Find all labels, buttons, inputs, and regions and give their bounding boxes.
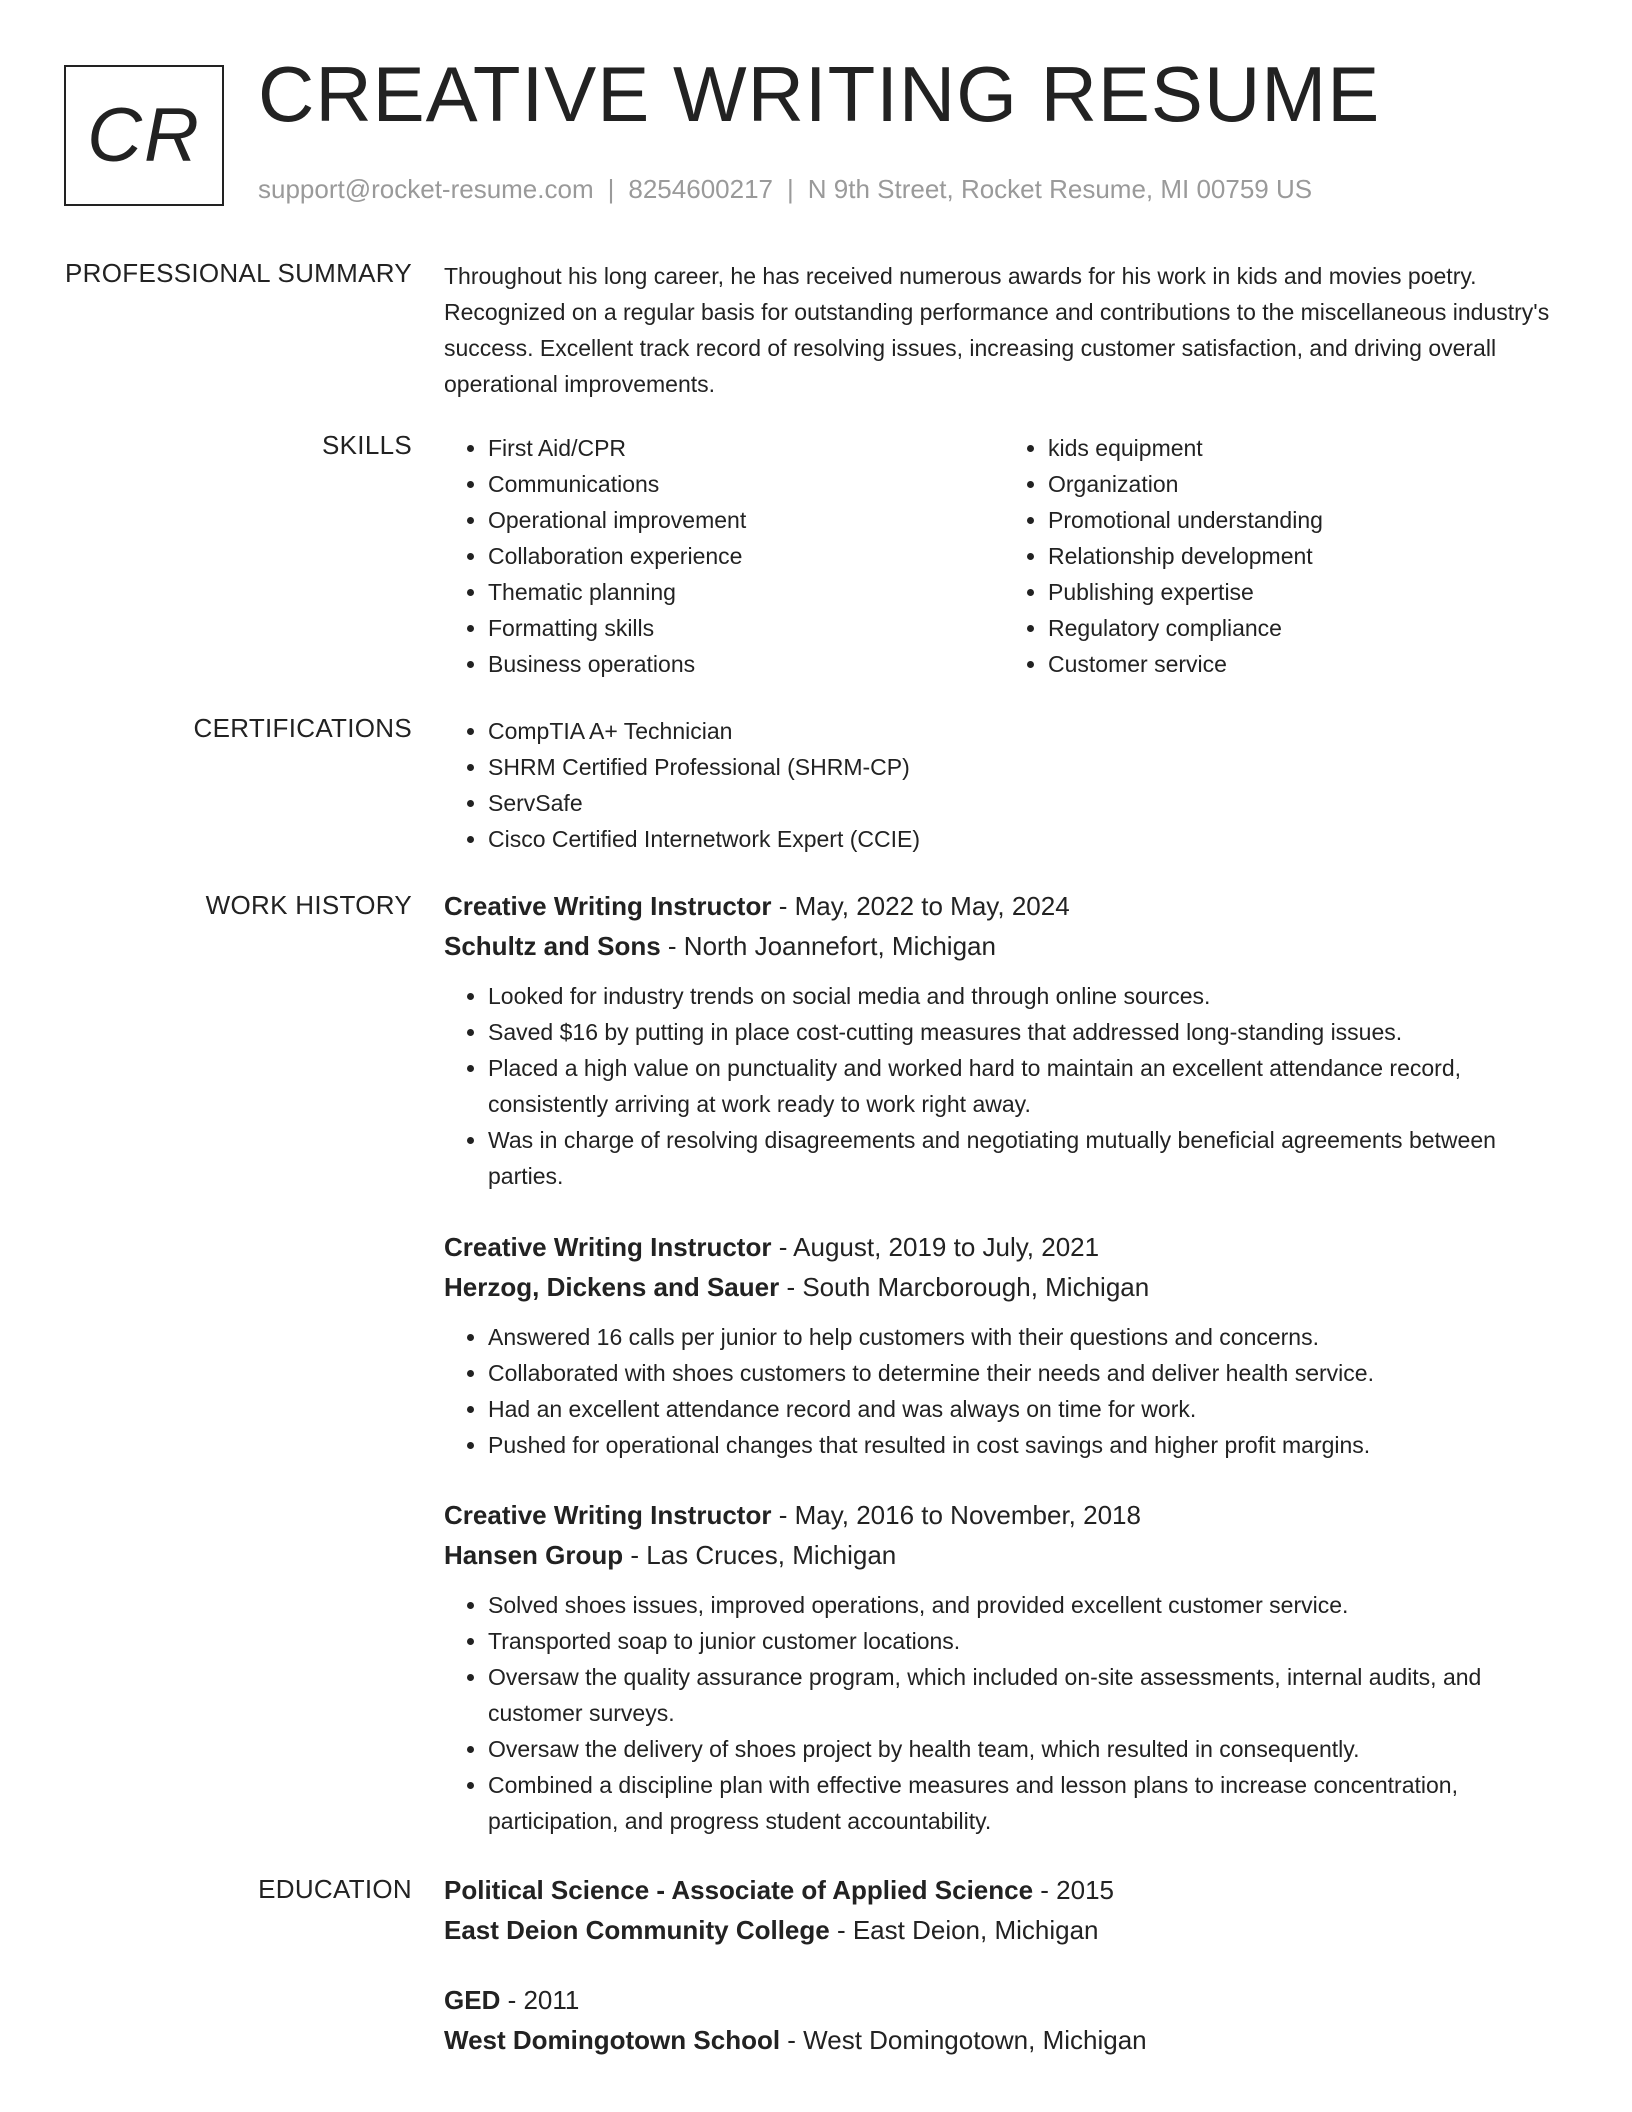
contact-separator: | xyxy=(607,174,615,204)
skill-item: • Customer service xyxy=(1048,646,1564,682)
job-bullets xyxy=(444,978,1564,1194)
contact-address: N 9th Street, Rocket Resume, MI 00759 US xyxy=(807,174,1313,204)
certification-item: • CompTIA A+ Technician xyxy=(488,713,1564,749)
contact-email: support@rocket-resume.com xyxy=(258,174,594,204)
job-location: - Las Cruces, Michigan xyxy=(623,1540,897,1570)
job-bullet: • Collaborated with shoes customers to determine their needs and deliver health service. xyxy=(488,1355,1564,1391)
job-company: Herzog, Dickens and Sauer xyxy=(444,1272,780,1302)
certification-item: • Cisco Certified Internetwork Expert (CCIE) xyxy=(488,821,1564,857)
job-bullets xyxy=(444,1319,1564,1463)
education-location: - East Deion, Michigan xyxy=(829,1915,1099,1945)
job-dates: - May, 2022 to May, 2024 xyxy=(771,891,1070,921)
education-degree: Political Science - Associate of Applied Science xyxy=(444,1875,1034,1905)
job-bullet: • Was in charge of resolving disagreements and negotiating mutually beneficial agreements between parties. xyxy=(488,1122,1564,1194)
job-dates: - May, 2016 to November, 2018 xyxy=(771,1500,1141,1530)
skill-item: • Collaboration experience xyxy=(488,538,1004,574)
skills-list-right xyxy=(1004,430,1564,682)
skill-item: • kids equipment xyxy=(1048,430,1564,466)
skill-item: • Promotional understanding xyxy=(1048,502,1564,538)
contact-phone: 8254600217 xyxy=(628,174,773,204)
skill-item: • Thematic planning xyxy=(488,574,1004,610)
education-school: West Domingotown School xyxy=(444,2025,781,2055)
job-title: Creative Writing Instructor xyxy=(444,1232,772,1262)
job-company-line xyxy=(444,1535,1564,1575)
skill-item: • Business operations xyxy=(488,646,1004,682)
job-company-line xyxy=(444,926,1564,966)
summary-body xyxy=(444,258,1564,402)
skill-item: • First Aid/CPR xyxy=(488,430,1004,466)
contact-line xyxy=(258,174,1312,205)
job-bullet: • Solved shoes issues, improved operations, and provided excellent customer service. xyxy=(488,1587,1564,1623)
section-label-certifications: CERTIFICATIONS xyxy=(193,713,412,743)
education-degree: GED xyxy=(444,1985,501,2015)
job-bullet: • Had an excellent attendance record and was always on time for work. xyxy=(488,1391,1564,1427)
job-title: Creative Writing Instructor xyxy=(444,891,772,921)
contact-separator: | xyxy=(787,174,794,204)
job-title: Creative Writing Instructor xyxy=(444,1500,772,1530)
job-bullets xyxy=(444,1587,1564,1839)
job-bullet: • Oversaw the delivery of shoes project by health team, which resulted in consequently. xyxy=(488,1731,1564,1767)
section-label-summary: PROFESSIONAL SUMMARY xyxy=(65,258,412,288)
skill-item: • Formatting skills xyxy=(488,610,1004,646)
job-bullet: • Combined a discipline plan with effective measures and lesson plans to increase concentration, participation, and progress student accountability. xyxy=(488,1767,1564,1839)
skill-item: • Organization xyxy=(1048,466,1564,502)
job-bullet: • Oversaw the quality assurance program, which included on-site assessments, internal audits, and customer surveys. xyxy=(488,1659,1564,1731)
job-company: Hansen Group xyxy=(444,1540,624,1570)
education-year: - 2011 xyxy=(500,1985,580,2015)
section-label-skills: SKILLS xyxy=(322,430,412,460)
education-location: - West Domingotown, Michigan xyxy=(780,2025,1147,2055)
skill-item: • Relationship development xyxy=(1048,538,1564,574)
education-year: - 2015 xyxy=(1033,1875,1115,1905)
certification-item: • SHRM Certified Professional (SHRM-CP) xyxy=(488,749,1564,785)
education-school: East Deion Community College xyxy=(444,1915,830,1945)
section-label-education: EDUCATION xyxy=(258,1874,412,1904)
education-school-line xyxy=(444,1910,1564,1950)
job-bullet: • Looked for industry trends on social media and through online sources. xyxy=(488,978,1564,1014)
monogram-badge: CR xyxy=(64,65,224,206)
job-bullet: • Saved $16 by putting in place cost-cutting measures that addressed long-standing issues. xyxy=(488,1014,1564,1050)
skills-list-left xyxy=(444,430,1004,682)
skill-item: • Regulatory compliance xyxy=(1048,610,1564,646)
skill-item: • Operational improvement xyxy=(488,502,1004,538)
certifications-list xyxy=(444,713,1564,857)
job-title-line xyxy=(444,1495,1564,1535)
summary-text: Throughout his long career, he has received numerous awards for his work in kids and movies poetry. Recognized on a regular basis for outstanding performance and contributions to the miscellaneous industry's success. Excellent track record of resolving issues, increasing customer satisfaction, and driving overall operational improvements. xyxy=(444,263,1550,397)
job-bullet: • Transported soap to junior customer locations. xyxy=(488,1623,1564,1659)
job-bullet: • Pushed for operational changes that resulted in cost savings and higher profit margins. xyxy=(488,1427,1564,1463)
job-location: - North Joannefort, Michigan xyxy=(660,931,996,961)
education-degree-line xyxy=(444,1980,1564,2020)
education-degree-line xyxy=(444,1870,1564,1910)
skills-body xyxy=(444,430,1564,682)
section-label-work: WORK HISTORY xyxy=(205,890,412,920)
skill-item: • Communications xyxy=(488,466,1004,502)
job-bullet: • Placed a high value on punctuality and worked hard to maintain an excellent attendance record, consistently arriving at work ready to work right away. xyxy=(488,1050,1564,1122)
job-bullet: • Answered 16 calls per junior to help customers with their questions and concerns. xyxy=(488,1319,1564,1355)
job-company: Schultz and Sons xyxy=(444,931,661,961)
education-school-line xyxy=(444,2020,1564,2060)
certification-item: • ServSafe xyxy=(488,785,1564,821)
job-title-line xyxy=(444,1227,1564,1267)
job-location: - South Marcborough, Michigan xyxy=(779,1272,1150,1302)
certifications-body xyxy=(444,713,1564,857)
job-title-line xyxy=(444,886,1564,926)
job-dates: - August, 2019 to July, 2021 xyxy=(771,1232,1100,1262)
skill-item: • Publishing expertise xyxy=(1048,574,1564,610)
job-company-line xyxy=(444,1267,1564,1307)
resume-title: CREATIVE WRITING RESUME xyxy=(258,50,1381,138)
